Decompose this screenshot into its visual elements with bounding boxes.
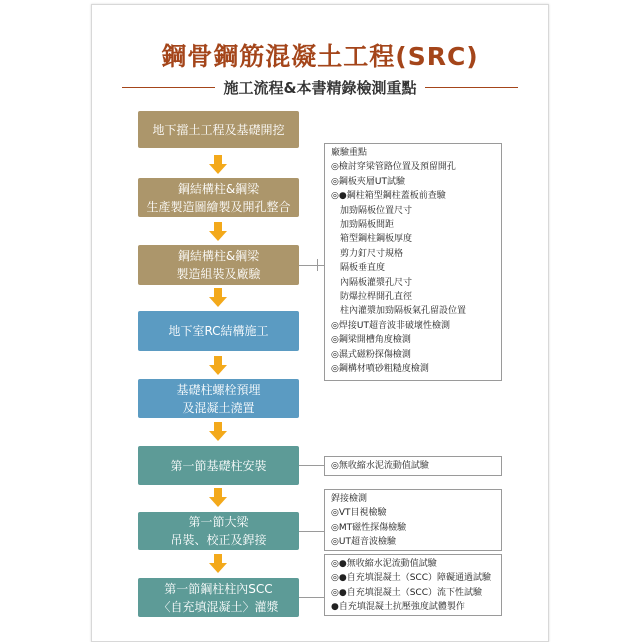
step-line: 製造組裝及廠驗 [176, 267, 261, 281]
step-scc-grouting [138, 578, 299, 617]
step-first-column [138, 446, 299, 485]
notes-box-grout-flow [324, 456, 502, 476]
step-line: 地下擋土工程及基礎開挖 [152, 122, 285, 137]
note-item: 加勁隔板位置尺寸 [331, 205, 413, 216]
step-line: 第一節鋼柱柱內SCC [164, 581, 273, 596]
note-item: 加勁隔板間距 [331, 220, 395, 231]
notes-box-weld-inspection [324, 489, 502, 551]
note-item: 柱內灌漿加勁隔板氣孔留設位置 [331, 306, 467, 317]
note-item: ◎●自充填混凝土（SCC）流下性試驗 [331, 587, 482, 598]
step-line: 第一節大梁 [188, 515, 249, 529]
step-fabrication [138, 245, 299, 285]
step-line: 第一節基礎柱安裝 [170, 458, 267, 473]
note-item: ◎●自充填混凝土（SCC）障礙通過試驗 [331, 573, 491, 584]
connector-line [299, 531, 324, 532]
down-arrow-icon [208, 488, 228, 508]
connector-line [299, 597, 324, 598]
step-line: 鋼結構柱&鋼梁 [177, 249, 260, 263]
note-item: ◎檢討穿梁管路位置及預留開孔 [331, 162, 456, 173]
notes-box-factory-inspection [324, 143, 502, 381]
step-basement-rc [138, 311, 299, 351]
note-item: ◎濕式磁粉探傷檢測 [331, 349, 411, 360]
step-line: 生產製造圖繪製及開孔整合 [146, 199, 291, 214]
step-shop-drawing [138, 178, 299, 217]
down-arrow-icon [208, 288, 228, 308]
connector-line [299, 465, 324, 466]
note-item: ◎MT磁性探傷檢驗 [331, 522, 407, 533]
down-arrow-icon [208, 222, 228, 242]
note-item: ◎焊接UT超音波非破壞性檢測 [331, 320, 450, 331]
down-arrow-icon [208, 422, 228, 442]
step-line: 地下室RC結構施工 [168, 324, 269, 338]
note-item: ◎鋼構材噴砂粗糙度檢測 [331, 364, 429, 375]
step-line: 〈自充填混凝土〉灌漿 [158, 599, 279, 614]
step-line: 鋼結構柱&鋼梁 [177, 181, 260, 196]
step-excavation [138, 111, 299, 148]
note-item: ◎VT目視檢驗 [331, 508, 387, 519]
notes-box-scc-tests [324, 554, 502, 616]
down-arrow-icon [208, 356, 228, 376]
note-item: 隔板垂直度 [331, 263, 386, 274]
step-line: 基礎柱螺栓預埋 [176, 382, 261, 397]
subtitle-left-rule [122, 87, 215, 88]
note-item: ●自充填混凝土抗壓強度試體製作 [331, 602, 465, 613]
connector-line [299, 265, 317, 266]
note-item: ◎鋼梁開槽角度檢測 [331, 335, 411, 346]
subtitle-row [122, 77, 518, 97]
note-item: 剪力釘尺寸規格 [331, 248, 404, 259]
note-item: 內隔板灌漿孔尺寸 [331, 277, 413, 288]
step-first-girder [138, 512, 299, 550]
note-item: 銲接檢測 [331, 494, 368, 504]
page-title: 鋼骨鋼筋混凝土工程(SRC) [161, 42, 479, 71]
step-anchor-bolts [138, 379, 299, 418]
note-item: ◎無收縮水泥流動值試驗 [331, 461, 429, 471]
note-item: 廠驗重點 [331, 148, 368, 158]
connector-line [317, 265, 324, 266]
note-item: 防爆拉桿開孔直徑 [331, 292, 413, 303]
note-item: ◎●鋼柱箱型鋼柱蓋板前查驗 [331, 191, 446, 202]
subtitle-right-rule [425, 87, 518, 88]
step-line: 及混凝土澆置 [182, 400, 255, 415]
down-arrow-icon [208, 554, 228, 574]
flowchart-page [91, 4, 549, 642]
down-arrow-icon [208, 155, 228, 175]
note-item: ◎●無收縮水泥流動值試驗 [331, 559, 437, 569]
note-item: 箱型鋼柱鋼板厚度 [331, 234, 413, 245]
note-item: ◎UT超音波檢驗 [331, 537, 396, 548]
step-line: 吊裝、校正及銲接 [170, 533, 267, 547]
note-item: ◎鋼板夾層UT試驗 [331, 176, 405, 187]
page-subtitle: 施工流程&本書精錄檢測重點 [223, 78, 417, 97]
